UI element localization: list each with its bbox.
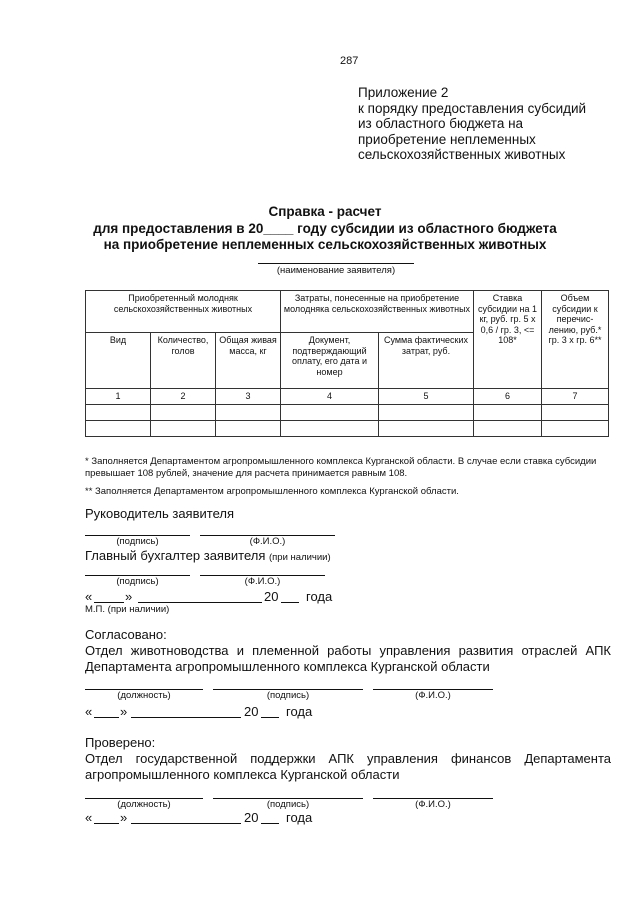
caption-position: (должность) [117,690,171,701]
appendix-line: Приложение 2 [358,85,449,100]
caption-fio: (Ф.И.О.) [415,690,451,701]
table-cell[interactable] [216,405,281,421]
table-cell[interactable] [542,421,609,437]
appendix-line: из областного бюджета на [358,116,524,131]
document-subtitle-line1: для предоставления в 20____ году субсидии из областного бюджета [93,221,557,236]
header-weight: Общая живая масса, кг [216,333,281,389]
header-actual-costs: Сумма фактических затрат, руб. [379,333,474,389]
column-number: 6 [474,389,542,405]
table-cell[interactable] [474,405,542,421]
table-cell[interactable] [86,421,151,437]
chief-accountant-note: (при наличии) [269,552,331,563]
date-day-line[interactable] [94,823,119,824]
column-number: 7 [542,389,609,405]
document-title: Справка - расчет [268,204,382,219]
date-year-line[interactable] [261,823,279,824]
caption-fio: (Ф.И.О.) [244,576,281,587]
date-day-line[interactable] [94,717,119,718]
agreed-label: Согласовано: [85,627,167,642]
date-year-line[interactable] [261,717,279,718]
table-cell[interactable] [379,421,474,437]
table-cell[interactable] [281,421,379,437]
caption-signature: (подпись) [116,536,159,547]
header-costs: Затраты, понесенные на приобретение молодняка сельскохозяйственных животных [281,291,474,333]
table-cell[interactable] [216,421,281,437]
date-quote-open: « [85,810,93,825]
date-quote-close: » [120,704,128,719]
agreed-department-line1: Отдел животноводства и племенной работы управления развития отраслей АПК [85,643,611,658]
date-month-line[interactable] [131,823,241,824]
table-cell[interactable] [474,421,542,437]
column-number: 4 [281,389,379,405]
column-number: 3 [216,389,281,405]
agreed-department-line2: Департамента агропромышленного комплекса Курганской области [85,659,490,674]
table-cell[interactable] [379,405,474,421]
caption-fio: (Ф.И.О.) [249,536,286,547]
calculation-table [85,290,609,437]
head-of-applicant-label: Руководитель заявителя [85,506,234,521]
appendix-line: сельскохозяйственных животных [358,147,566,162]
date-quote-open: « [85,589,93,604]
appendix-line: приобретение неплеменных [358,131,536,147]
header-subsidy-rate: Ставка субсидии на 1 кг, руб. гр. 5 х 0,6 / гр. 3, <= 108* [474,291,542,389]
caption-signature: (подпись) [266,690,310,701]
applicant-caption: (наименование заявителя) [276,265,396,276]
checked-label: Проверено: [85,735,156,750]
caption-signature: (подпись) [116,576,159,587]
date-quote-close: » [120,810,128,825]
header-subsidy-volume: Объем субсидии к перечис- лению, руб.* гр. 3 х гр. 6** [542,291,609,389]
date-year-prefix: 20 [264,589,279,604]
table-cell[interactable] [281,405,379,421]
header-payment-document: Документ, подтверждающий оплату, его дата и номер [281,333,379,389]
appendix-header [358,85,586,163]
caption-fio: (Ф.И.О.) [415,799,451,810]
caption-signature: (подпись) [266,799,310,810]
date-year-suffix: года [306,589,333,604]
header-kind: Вид [86,333,151,389]
table-cell[interactable] [151,421,216,437]
date-year-suffix: года [286,810,313,825]
checked-department-line2: агропромышленного комплекса Курганской области [85,767,400,782]
caption-position: (должность) [117,799,171,810]
table-cell[interactable] [542,405,609,421]
column-number: 5 [379,389,474,405]
page-number: 287 [340,55,359,67]
appendix-line: к порядку предоставления субсидий [358,100,587,116]
header-count: Количество, голов [151,333,216,389]
date-year-prefix: 20 [244,704,259,719]
date-year-prefix: 20 [244,810,259,825]
date-quote-close: » [125,589,133,604]
date-month-line[interactable] [131,717,241,718]
date-day-line[interactable] [94,602,124,603]
date-year-suffix: года [286,704,313,719]
table-cell[interactable] [151,405,216,421]
checked-department-line1: Отдел государственной поддержки АПК управления финансов Департамента [85,751,611,766]
date-year-line[interactable] [281,602,299,603]
applicant-name-line[interactable] [258,263,414,264]
footnote-1: * Заполняется Департаментом агропромышленного комплекса Курганской области. В случае если ставка субсидии превышает 108 рублей, значение для расчета принимается равным 108. [85,456,597,479]
date-quote-open: « [85,704,93,719]
date-month-line[interactable] [138,602,262,603]
column-number: 1 [86,389,151,405]
chief-accountant-label [85,548,331,563]
chief-accountant-text: Главный бухгалтер заявителя [85,548,266,563]
header-purchased-young: Приобретенный молодняк сельскохозяйственных животных [86,291,281,333]
stamp-note: М.П. (при наличии) [85,604,170,615]
document-subtitle-line2: на приобретение неплеменных сельскохозяйственных животных [103,237,547,252]
footnote-2: ** Заполняется Департаментом агропромышленного комплекса Курганской области. [85,486,459,497]
table-cell[interactable] [86,405,151,421]
column-number: 2 [151,389,216,405]
